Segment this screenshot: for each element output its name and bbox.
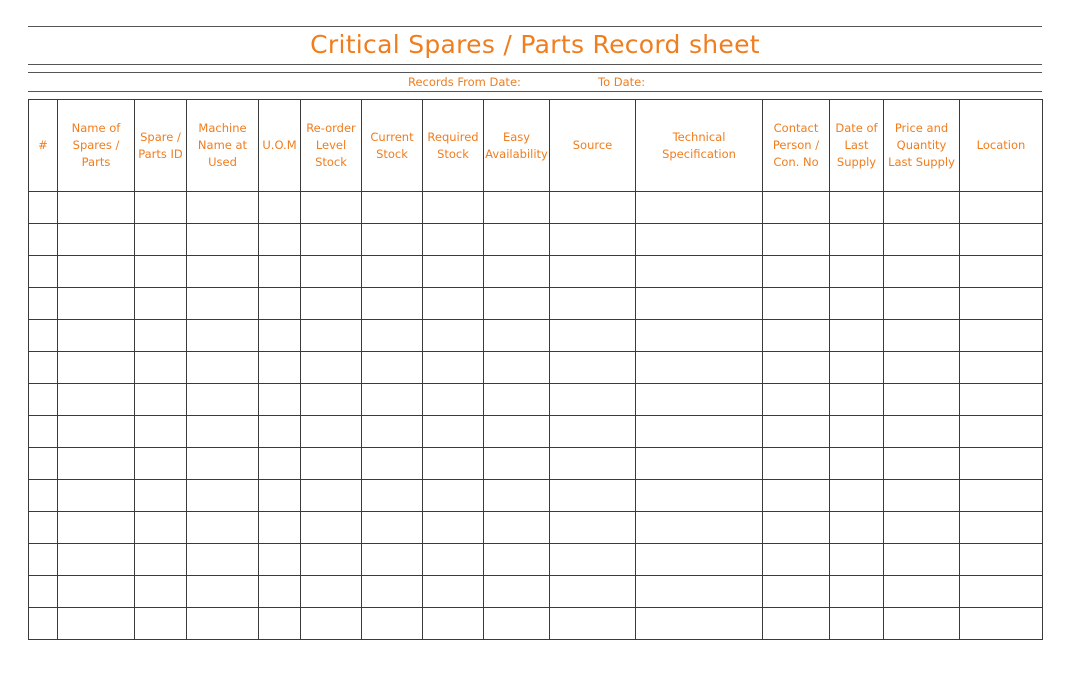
table-cell[interactable] xyxy=(884,288,960,320)
table-cell[interactable] xyxy=(301,256,362,288)
table-cell[interactable] xyxy=(187,384,259,416)
table-cell[interactable] xyxy=(636,288,763,320)
table-cell[interactable] xyxy=(484,384,550,416)
table-cell[interactable] xyxy=(550,608,636,640)
table-cell[interactable] xyxy=(484,224,550,256)
table-row xyxy=(29,384,1043,416)
table-cell[interactable] xyxy=(58,352,135,384)
table-cell[interactable] xyxy=(29,608,58,640)
table-cell[interactable] xyxy=(187,256,259,288)
table-cell[interactable] xyxy=(763,480,830,512)
table-cell[interactable] xyxy=(259,512,301,544)
table-cell[interactable] xyxy=(301,576,362,608)
table-cell[interactable] xyxy=(960,352,1043,384)
table-cell[interactable] xyxy=(960,288,1043,320)
table-cell[interactable] xyxy=(423,384,484,416)
table-cell[interactable] xyxy=(423,256,484,288)
table-cell[interactable] xyxy=(58,384,135,416)
table-cell[interactable] xyxy=(259,288,301,320)
table-cell[interactable] xyxy=(58,512,135,544)
table-cell[interactable] xyxy=(763,512,830,544)
table-cell[interactable] xyxy=(29,224,58,256)
table-row xyxy=(29,288,1043,320)
table-cell[interactable] xyxy=(135,544,187,576)
table-cell[interactable] xyxy=(763,320,830,352)
table-cell[interactable] xyxy=(135,480,187,512)
table-cell[interactable] xyxy=(484,576,550,608)
table-cell[interactable] xyxy=(830,608,884,640)
table-cell[interactable] xyxy=(362,448,423,480)
table-cell[interactable] xyxy=(960,192,1043,224)
table-row xyxy=(29,256,1043,288)
table-cell[interactable] xyxy=(960,224,1043,256)
table-cell[interactable] xyxy=(960,608,1043,640)
table-cell[interactable] xyxy=(484,608,550,640)
column-header: Current Stock xyxy=(362,100,423,192)
table-cell[interactable] xyxy=(362,576,423,608)
table-cell[interactable] xyxy=(884,576,960,608)
table-cell[interactable] xyxy=(259,448,301,480)
table-cell[interactable] xyxy=(301,416,362,448)
column-header: Contact Person / Con. No xyxy=(763,100,830,192)
table-cell[interactable] xyxy=(550,352,636,384)
table-cell[interactable] xyxy=(423,512,484,544)
table-cell[interactable] xyxy=(29,320,58,352)
table-cell[interactable] xyxy=(550,576,636,608)
table-cell[interactable] xyxy=(423,288,484,320)
table-cell[interactable] xyxy=(636,416,763,448)
table-cell[interactable] xyxy=(960,384,1043,416)
table-cell[interactable] xyxy=(484,256,550,288)
table-cell[interactable] xyxy=(301,224,362,256)
table-cell[interactable] xyxy=(884,480,960,512)
table-cell[interactable] xyxy=(830,192,884,224)
table-cell[interactable] xyxy=(830,224,884,256)
table-cell[interactable] xyxy=(362,352,423,384)
table-cell[interactable] xyxy=(830,512,884,544)
column-header: Name of Spares / Parts xyxy=(58,100,135,192)
table-row xyxy=(29,320,1043,352)
table-cell[interactable] xyxy=(636,224,763,256)
table-cell[interactable] xyxy=(960,512,1043,544)
table-cell[interactable] xyxy=(58,256,135,288)
table-cell[interactable] xyxy=(960,576,1043,608)
table-cell[interactable] xyxy=(636,544,763,576)
column-header: Price and Quantity Last Supply xyxy=(884,100,960,192)
table-cell[interactable] xyxy=(135,512,187,544)
table-cell[interactable] xyxy=(960,320,1043,352)
table-cell[interactable] xyxy=(423,192,484,224)
table-cell[interactable] xyxy=(135,288,187,320)
table-cell[interactable] xyxy=(550,320,636,352)
table-cell[interactable] xyxy=(484,480,550,512)
table-cell[interactable] xyxy=(135,256,187,288)
column-header: Re-order Level Stock xyxy=(301,100,362,192)
table-cell[interactable] xyxy=(960,416,1043,448)
table-cell[interactable] xyxy=(830,256,884,288)
table-cell[interactable] xyxy=(135,192,187,224)
table-cell[interactable] xyxy=(636,256,763,288)
table-cell[interactable] xyxy=(301,384,362,416)
table-row xyxy=(29,608,1043,640)
column-header: Easy Availability xyxy=(484,100,550,192)
table-cell[interactable] xyxy=(259,256,301,288)
table-cell[interactable] xyxy=(884,384,960,416)
table-cell[interactable] xyxy=(29,448,58,480)
table-cell[interactable] xyxy=(301,352,362,384)
table-cell[interactable] xyxy=(58,416,135,448)
table-row xyxy=(29,192,1043,224)
table-cell[interactable] xyxy=(187,448,259,480)
table-cell[interactable] xyxy=(636,320,763,352)
table-cell[interactable] xyxy=(830,576,884,608)
table-cell[interactable] xyxy=(484,512,550,544)
page-title: Critical Spares / Parts Record sheet xyxy=(310,30,760,59)
table-cell[interactable] xyxy=(884,320,960,352)
table-cell[interactable] xyxy=(259,576,301,608)
table-cell[interactable] xyxy=(135,352,187,384)
table-cell[interactable] xyxy=(187,224,259,256)
table-cell[interactable] xyxy=(884,416,960,448)
table-cell[interactable] xyxy=(763,608,830,640)
table-cell[interactable] xyxy=(884,608,960,640)
table-cell[interactable] xyxy=(29,512,58,544)
table-cell[interactable] xyxy=(259,544,301,576)
table-cell[interactable] xyxy=(636,192,763,224)
table-cell[interactable] xyxy=(135,608,187,640)
table-cell[interactable] xyxy=(830,480,884,512)
table-cell[interactable] xyxy=(301,448,362,480)
table-cell[interactable] xyxy=(29,416,58,448)
table-cell[interactable] xyxy=(259,608,301,640)
table-cell[interactable] xyxy=(259,320,301,352)
table-cell[interactable] xyxy=(830,416,884,448)
table-cell[interactable] xyxy=(135,576,187,608)
dates-bottom-rule xyxy=(28,91,1042,92)
table-cell[interactable] xyxy=(362,480,423,512)
table-cell[interactable] xyxy=(763,384,830,416)
table-cell[interactable] xyxy=(484,448,550,480)
column-header: Technical Specification xyxy=(636,100,763,192)
table-cell[interactable] xyxy=(550,512,636,544)
table-cell[interactable] xyxy=(484,544,550,576)
table-cell[interactable] xyxy=(259,384,301,416)
column-header: U.O.M xyxy=(259,100,301,192)
table-cell[interactable] xyxy=(29,288,58,320)
column-header: Machine Name at Used xyxy=(187,100,259,192)
table-cell[interactable] xyxy=(763,288,830,320)
table-cell[interactable] xyxy=(259,416,301,448)
table-cell[interactable] xyxy=(187,480,259,512)
table-cell[interactable] xyxy=(550,224,636,256)
table-cell[interactable] xyxy=(484,352,550,384)
to-date-label: To Date: xyxy=(598,75,646,89)
table-cell[interactable] xyxy=(362,192,423,224)
table-cell[interactable] xyxy=(362,384,423,416)
table-cell[interactable] xyxy=(301,544,362,576)
table-cell[interactable] xyxy=(187,544,259,576)
table-cell[interactable] xyxy=(830,288,884,320)
table-cell[interactable] xyxy=(58,320,135,352)
table-cell[interactable] xyxy=(884,544,960,576)
table-cell[interactable] xyxy=(301,608,362,640)
table-cell[interactable] xyxy=(550,256,636,288)
table-cell[interactable] xyxy=(135,224,187,256)
table-cell[interactable] xyxy=(763,224,830,256)
records-from-date-label: Records From Date: xyxy=(408,75,521,89)
column-header: Location xyxy=(960,100,1043,192)
table-cell[interactable] xyxy=(259,480,301,512)
table-cell[interactable] xyxy=(884,448,960,480)
table-cell[interactable] xyxy=(362,608,423,640)
table-cell[interactable] xyxy=(423,576,484,608)
table-cell[interactable] xyxy=(763,416,830,448)
table-cell[interactable] xyxy=(636,576,763,608)
title-bottom-rule xyxy=(28,64,1042,65)
table-cell[interactable] xyxy=(763,192,830,224)
table-cell[interactable] xyxy=(58,544,135,576)
table-cell[interactable] xyxy=(301,480,362,512)
table-cell[interactable] xyxy=(423,416,484,448)
table-cell[interactable] xyxy=(550,480,636,512)
table-cell[interactable] xyxy=(187,352,259,384)
table-cell[interactable] xyxy=(259,192,301,224)
table-cell[interactable] xyxy=(29,384,58,416)
table-cell[interactable] xyxy=(362,544,423,576)
table-row xyxy=(29,352,1043,384)
table-body xyxy=(29,192,1043,640)
table-cell[interactable] xyxy=(301,288,362,320)
dates-top-rule xyxy=(28,72,1042,73)
table-cell[interactable] xyxy=(484,320,550,352)
table-cell[interactable] xyxy=(58,608,135,640)
table-cell[interactable] xyxy=(301,320,362,352)
table-cell[interactable] xyxy=(550,192,636,224)
table-row xyxy=(29,416,1043,448)
table-cell[interactable] xyxy=(58,224,135,256)
table-cell[interactable] xyxy=(423,480,484,512)
table-cell[interactable] xyxy=(830,448,884,480)
table-cell[interactable] xyxy=(636,384,763,416)
table-cell[interactable] xyxy=(960,480,1043,512)
table-cell[interactable] xyxy=(187,608,259,640)
table-cell[interactable] xyxy=(362,224,423,256)
top-rule xyxy=(28,26,1042,27)
column-header: Source xyxy=(550,100,636,192)
table-cell[interactable] xyxy=(884,192,960,224)
table-cell[interactable] xyxy=(423,320,484,352)
table-cell[interactable] xyxy=(763,448,830,480)
table-cell[interactable] xyxy=(830,384,884,416)
table-row xyxy=(29,576,1043,608)
table-cell[interactable] xyxy=(362,320,423,352)
table-cell[interactable] xyxy=(362,416,423,448)
table-cell[interactable] xyxy=(259,224,301,256)
table-cell[interactable] xyxy=(550,544,636,576)
table-cell[interactable] xyxy=(884,512,960,544)
table-cell[interactable] xyxy=(884,224,960,256)
table-cell[interactable] xyxy=(423,448,484,480)
table-cell[interactable] xyxy=(484,192,550,224)
table-cell[interactable] xyxy=(763,256,830,288)
table-cell[interactable] xyxy=(763,544,830,576)
table-cell[interactable] xyxy=(830,320,884,352)
table-cell[interactable] xyxy=(423,608,484,640)
table-cell[interactable] xyxy=(763,352,830,384)
table-header-row xyxy=(29,100,1043,192)
column-header: Date of Last Supply xyxy=(830,100,884,192)
table-cell[interactable] xyxy=(29,480,58,512)
table-cell[interactable] xyxy=(636,352,763,384)
column-header: # xyxy=(29,100,58,192)
table-cell[interactable] xyxy=(484,416,550,448)
table-cell[interactable] xyxy=(550,448,636,480)
table-cell[interactable] xyxy=(960,256,1043,288)
table-cell[interactable] xyxy=(636,512,763,544)
table-cell[interactable] xyxy=(135,448,187,480)
table-row xyxy=(29,224,1043,256)
table-cell[interactable] xyxy=(29,544,58,576)
table-cell[interactable] xyxy=(636,608,763,640)
table-cell[interactable] xyxy=(58,480,135,512)
table-row xyxy=(29,512,1043,544)
spares-record-table xyxy=(28,99,1043,640)
table-cell[interactable] xyxy=(135,416,187,448)
table-cell[interactable] xyxy=(423,544,484,576)
table-cell[interactable] xyxy=(362,288,423,320)
table-cell[interactable] xyxy=(29,192,58,224)
table-cell[interactable] xyxy=(135,384,187,416)
table-cell[interactable] xyxy=(484,288,550,320)
table-cell[interactable] xyxy=(830,544,884,576)
table-cell[interactable] xyxy=(301,512,362,544)
table-cell[interactable] xyxy=(187,576,259,608)
table-cell[interactable] xyxy=(58,288,135,320)
table-cell[interactable] xyxy=(362,512,423,544)
table-cell[interactable] xyxy=(423,352,484,384)
table-cell[interactable] xyxy=(58,576,135,608)
table-cell[interactable] xyxy=(362,256,423,288)
table-cell[interactable] xyxy=(187,416,259,448)
table-cell[interactable] xyxy=(29,256,58,288)
table-cell[interactable] xyxy=(58,192,135,224)
table-row xyxy=(29,544,1043,576)
column-header: Spare / Parts ID xyxy=(135,100,187,192)
table-cell[interactable] xyxy=(550,384,636,416)
table-cell[interactable] xyxy=(960,544,1043,576)
table-cell[interactable] xyxy=(884,352,960,384)
table-cell[interactable] xyxy=(423,224,484,256)
table-cell[interactable] xyxy=(58,448,135,480)
table-cell[interactable] xyxy=(636,448,763,480)
table-cell[interactable] xyxy=(29,352,58,384)
table-cell[interactable] xyxy=(29,576,58,608)
table-cell[interactable] xyxy=(884,256,960,288)
table-cell[interactable] xyxy=(259,352,301,384)
table-cell[interactable] xyxy=(135,320,187,352)
table-row xyxy=(29,448,1043,480)
table-cell[interactable] xyxy=(830,352,884,384)
date-range-row xyxy=(0,74,1080,90)
table-cell[interactable] xyxy=(960,448,1043,480)
table-cell[interactable] xyxy=(550,288,636,320)
table-cell[interactable] xyxy=(187,512,259,544)
table-cell[interactable] xyxy=(187,192,259,224)
table-row xyxy=(29,480,1043,512)
table-cell[interactable] xyxy=(187,320,259,352)
table-cell[interactable] xyxy=(550,416,636,448)
table-cell[interactable] xyxy=(187,288,259,320)
column-header: Required Stock xyxy=(423,100,484,192)
table-cell[interactable] xyxy=(763,576,830,608)
table-cell[interactable] xyxy=(636,480,763,512)
table-cell[interactable] xyxy=(301,192,362,224)
